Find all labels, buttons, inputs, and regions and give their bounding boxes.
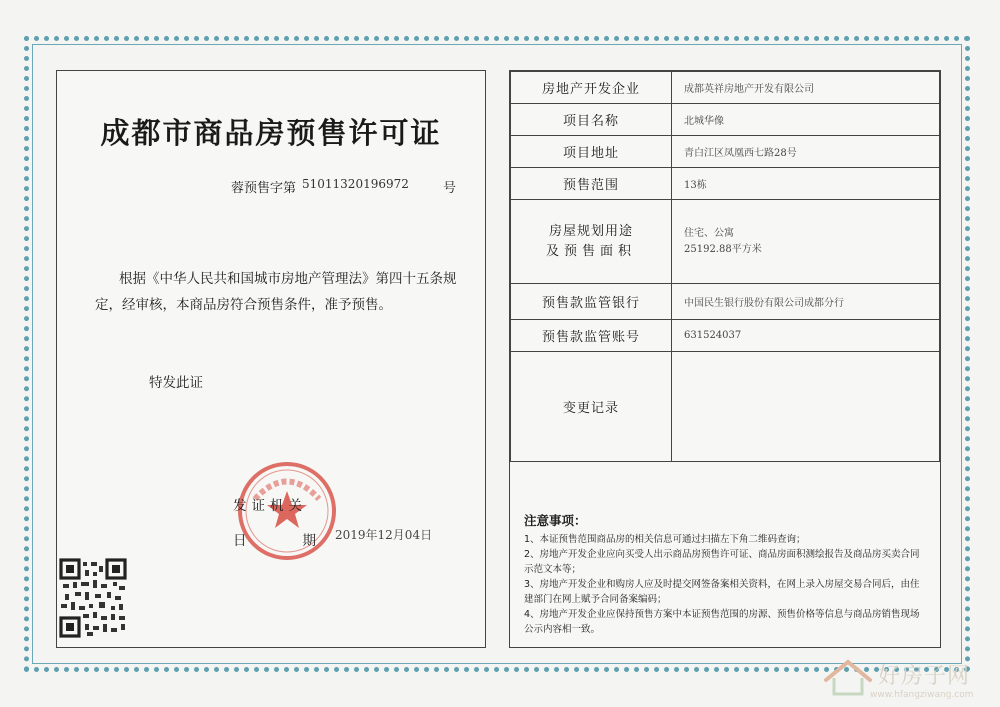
table-row — [511, 352, 940, 462]
change-record-label: 变更记录 — [511, 352, 672, 462]
table-row — [511, 168, 940, 200]
date-label — [233, 529, 316, 549]
project-name-label: 项目名称 — [511, 104, 672, 136]
usage-label: 房屋规划用途 — [548, 223, 633, 239]
project-name-value: 北城华像 — [672, 104, 940, 136]
table-row — [511, 284, 940, 320]
supervising-account-value: 631524037 — [672, 320, 940, 352]
notes-title: 注意事项： — [524, 513, 587, 528]
permit-number: 51011320196972 — [302, 177, 409, 191]
issue-date: 2019年12月04日 — [335, 528, 433, 542]
watermark-url: www.hfangziwang.com — [870, 690, 974, 700]
issuer-label: 发证机关 — [233, 498, 307, 514]
project-info-table — [510, 71, 940, 462]
qr-code-icon — [59, 558, 127, 638]
permit-prefix: 蓉预售字第 — [231, 181, 297, 196]
table-row — [511, 72, 940, 104]
house-logo-icon — [822, 658, 874, 698]
table-row — [511, 104, 940, 136]
project-address-label: 项目地址 — [511, 136, 672, 168]
area-value: 25192.88平方米 — [684, 243, 762, 255]
developer-value: 成都英祥房地产开发有限公司 — [672, 72, 940, 104]
certificate-body: 根据《中华人民共和国城市房地产管理法》第四十五条规定，经审核，本商品房符合预售条件，准予预售。 — [95, 271, 457, 313]
supervising-bank-value: 中国民生银行股份有限公司成都分行 — [672, 284, 940, 320]
certificate-title: 成都市商品房预售许可证 — [100, 116, 442, 150]
table-row — [511, 320, 940, 352]
table-row — [511, 200, 940, 284]
change-record-value — [672, 352, 940, 462]
notes-item: 2、房地产开发企业应向买受人出示商品房预售许可证、商品房面积测绘报告及商品房买卖合同示范文本等； — [524, 549, 920, 575]
presale-scope-label: 预售范围 — [511, 168, 672, 200]
special-statement: 特发此证 — [149, 375, 203, 391]
supervising-account-label: 预售款监管账号 — [511, 320, 672, 352]
watermark-text: 好房子网 — [878, 664, 971, 689]
usage-value: 住宅、公寓 — [684, 227, 734, 239]
date-label-char-1: 日 — [233, 533, 247, 549]
certificate-left-panel — [56, 70, 486, 648]
presale-scope-value: 13栋 — [672, 168, 940, 200]
notes-item: 1、本证预售范围商品房的相关信息可通过扫描左下角二维码查询； — [524, 534, 806, 545]
notes-item: 3、房地产开发企业和购房人应及时提交网签备案相关资料，在网上录入房屋交易合同后，由住建部门在网上赋予合同备案编码； — [524, 579, 920, 605]
usage-area-label — [511, 200, 672, 284]
area-label: 及预售面积 — [545, 243, 636, 259]
notes-item: 4、房地产开发企业应保持预售方案中本证预售范围的房源、预售价格等信息与商品房销售现场公示内容相一致。 — [524, 609, 920, 635]
certificate-right-panel — [509, 70, 941, 648]
permit-suffix: 号 — [443, 181, 457, 196]
usage-area-value — [672, 200, 940, 284]
supervising-bank-label: 预售款监管银行 — [511, 284, 672, 320]
project-address-value: 青白江区凤凰西七路28号 — [672, 136, 940, 168]
table-row — [511, 136, 940, 168]
site-watermark — [822, 658, 992, 706]
date-label-char-2: 期 — [302, 533, 316, 549]
developer-label: 房地产开发企业 — [511, 72, 672, 104]
notes-section — [524, 511, 928, 637]
